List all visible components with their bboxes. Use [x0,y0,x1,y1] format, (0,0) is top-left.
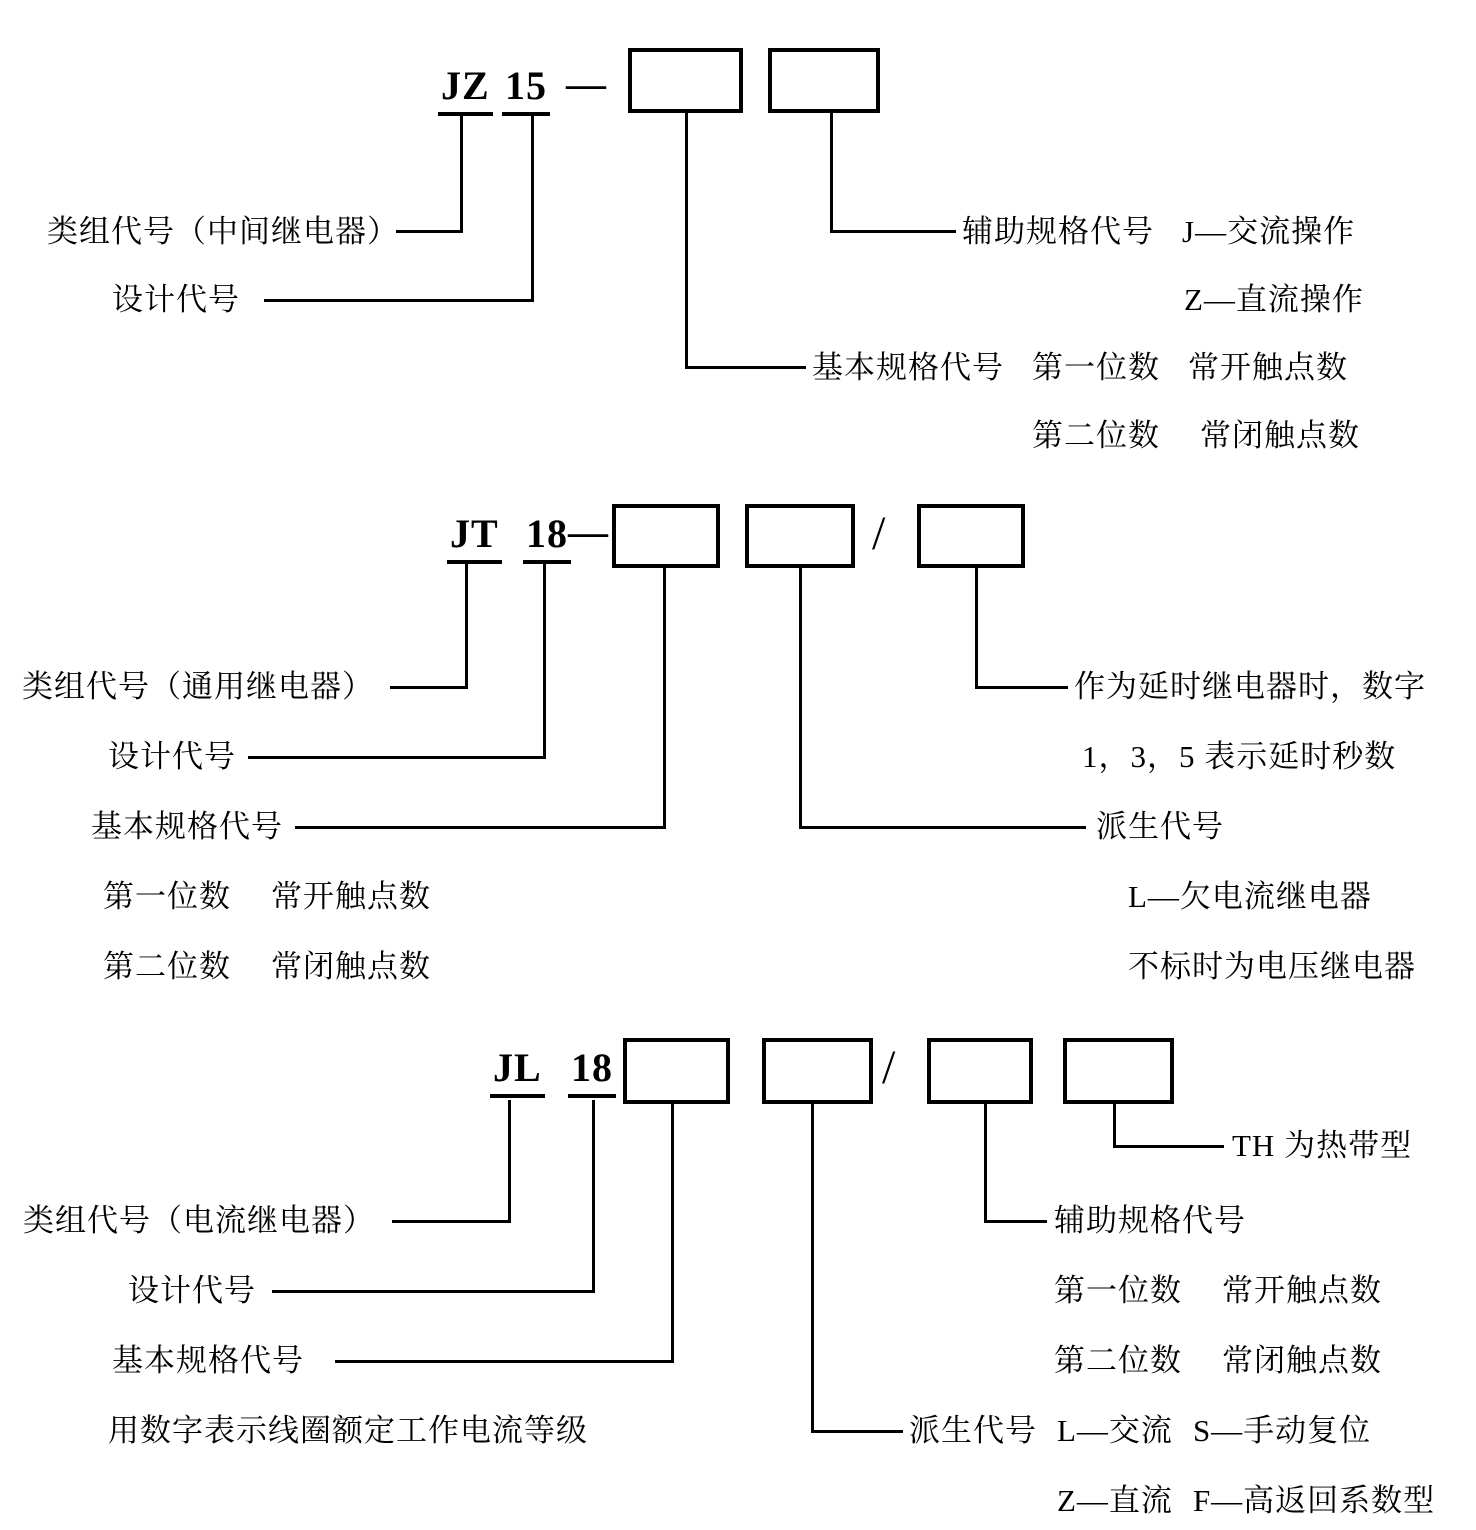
jl-th-box [1063,1038,1174,1104]
jz-basic-spec-label: 基本规格代号 [812,350,1004,385]
jl-derived-option-s: S—手动复位 [1192,1413,1372,1448]
jt-digit2-meaning: 常闭触点数 [271,949,431,984]
jl-digit2-label: 第二位数 [1054,1343,1182,1378]
jz-basic-spec-box [628,48,743,113]
jl-th-connector-h [1113,1145,1224,1148]
jl-basic-connector-v [671,1104,674,1363]
jl-derived-option-l: L—交流 [1057,1413,1173,1448]
jt-digit2-label: 第二位数 [103,949,231,984]
jl-derived-row2 [1057,1482,1435,1520]
jl-digit2-row [1054,1342,1382,1380]
jl-group-connector-h [392,1220,511,1223]
jt-derived-box [745,504,855,568]
jz-design-connector-v [531,116,534,302]
jl-derived-label: 派生代号 [909,1413,1037,1448]
jt-delay-connector-v [975,568,978,689]
jz-digit1-meaning: 常开触点数 [1188,350,1348,385]
jt-group-code: JT [447,512,502,564]
jl-slash: / [882,1041,896,1094]
jt-design-code: 18 [523,512,571,564]
jz-aux-spec-box [768,48,880,113]
jl-digit2-meaning: 常闭触点数 [1222,1343,1382,1378]
jt-derived-default: 不标时为电压继电器 [1128,949,1416,984]
jl-derived-connector-h [811,1430,903,1433]
jt-digit1-label: 第一位数 [103,879,231,914]
jt-basic-spec-label: 基本规格代号 [91,809,283,844]
jt-delay-note-line1: 作为延时继电器时，数字 [1074,669,1426,704]
jt-design-connector-h [248,756,546,759]
jt-delay-note-line2: 1，3，5 表示延时秒数 [1082,739,1397,774]
jz-basic-connector-h [685,366,806,369]
jt-basic-spec-box [612,504,720,568]
jl-design-connector-v [592,1100,595,1293]
jz-design-code: 15 [502,64,550,116]
jl-design-connector-h [272,1290,595,1293]
jt-digit1-meaning: 常开触点数 [271,879,431,914]
jl-derived-row [909,1412,1371,1450]
jt-delay-connector-h [975,686,1068,689]
jt-design-label: 设计代号 [108,739,236,774]
jl-group-connector-v [508,1100,511,1223]
jl-derived-box [762,1038,873,1104]
jz-group-code: JZ [438,64,493,116]
jl-group-code: JL [490,1046,545,1098]
jz-group-connector-v [460,116,463,233]
jl-basic-spec-meaning: 用数字表示线圈额定工作电流等级 [108,1413,588,1448]
jl-design-label: 设计代号 [128,1273,256,1308]
jz-aux-spec-label: 辅助规格代号 [962,214,1154,249]
jl-digit1-label: 第一位数 [1054,1273,1182,1308]
jz-basic-spec-row [812,349,1348,387]
jz-group-connector-h [396,230,463,233]
jz-digit2-meaning: 常闭触点数 [1200,418,1360,453]
jl-aux-spec-label: 辅助规格代号 [1054,1203,1246,1238]
jl-aux-spec-box [927,1038,1033,1104]
jl-digit1-row [1054,1272,1382,1310]
jl-derived-option-z: Z—直流 [1057,1483,1173,1518]
jt-design-connector-v [543,564,546,759]
jl-th-note: TH 为热带型 [1232,1128,1413,1163]
jz-aux-connector-h [830,230,956,233]
jt-group-connector-v [465,564,468,689]
jt-derived-option-l: L—欠电流继电器 [1128,879,1372,914]
jz-digit2-label: 第二位数 [1032,418,1160,453]
jl-aux-connector-h [984,1220,1047,1223]
jz-basic-spec-row2 [1032,417,1360,455]
jl-aux-connector-v [984,1104,987,1223]
jt-derived-label: 派生代号 [1096,809,1224,844]
jt-delay-box [917,504,1025,568]
jt-slash: / [872,507,886,560]
jz-group-label: 类组代号（中间继电器） [47,214,399,249]
jl-derived-connector-v [811,1104,814,1433]
jl-design-code: 18 [568,1046,616,1098]
jt-digit1-row [103,878,431,916]
jl-derived-option-f: F—高返回系数型 [1192,1483,1436,1518]
jz-aux-option-z: Z—直流操作 [1184,282,1364,317]
jl-group-label: 类组代号（电流继电器） [23,1203,375,1238]
jt-derived-connector-v [799,568,802,829]
jt-digit2-row [103,948,431,986]
jt-group-connector-h [390,686,468,689]
jz-aux-option-j: J—交流操作 [1182,214,1356,249]
jz-aux-spec-row [962,213,1355,251]
jl-basic-connector-h [335,1360,674,1363]
jt-basic-connector-v [663,568,666,829]
jt-basic-connector-h [295,826,666,829]
jz-digit1-label: 第一位数 [1032,350,1160,385]
jz-basic-connector-v [685,113,688,369]
jt-group-label: 类组代号（通用继电器） [22,669,374,704]
jz-design-label: 设计代号 [112,282,240,317]
jt-dash: — [568,509,608,554]
jz-design-connector-h [264,299,534,302]
jl-th-connector-v [1113,1104,1116,1148]
jt-derived-connector-h [799,826,1086,829]
jz-dash: — [566,61,606,106]
jl-digit1-meaning: 常开触点数 [1222,1273,1382,1308]
jl-basic-spec-label: 基本规格代号 [112,1343,304,1378]
jz-aux-connector-v [830,113,833,233]
jl-basic-spec-box [623,1038,730,1104]
